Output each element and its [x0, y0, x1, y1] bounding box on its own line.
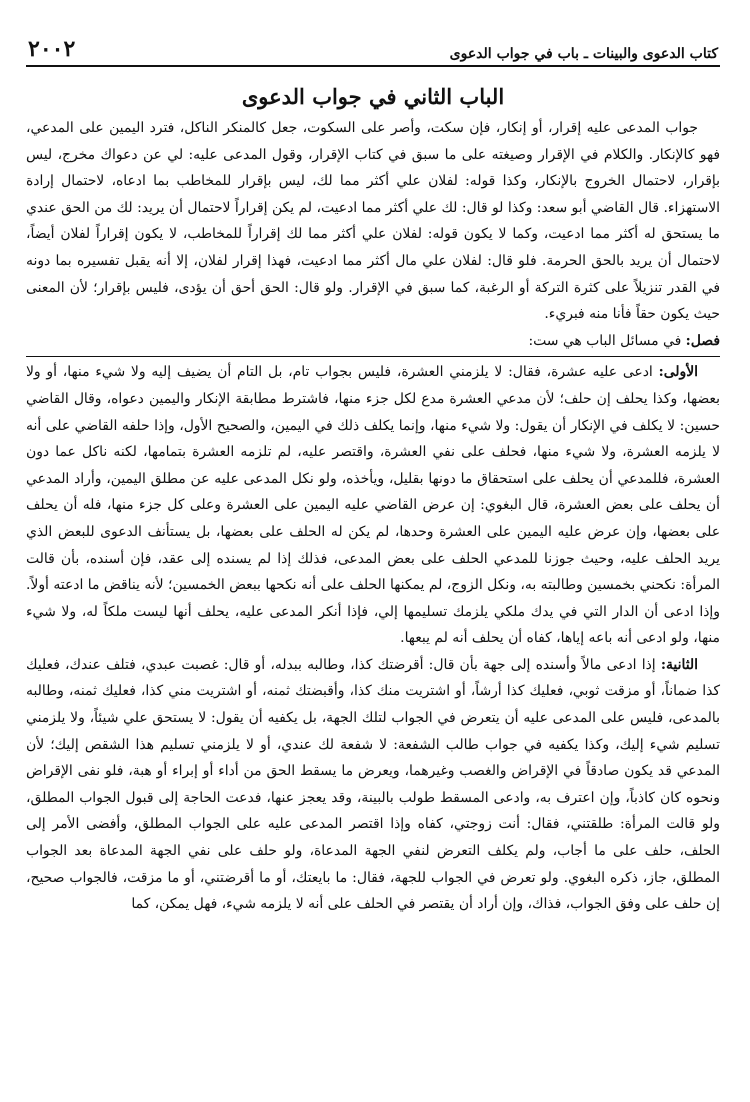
page-header: [26, 26, 720, 67]
issue-first-label: الأولى:: [658, 364, 698, 381]
page-number: ٢٠٠٢: [28, 36, 76, 62]
issue-first-paragraph: [26, 359, 720, 652]
issue-second-text: إذا ادعى مالاً وأسنده إلى جهة بأن قال: أقرضتك كذا، وطالبه ببدله، أو قال: غصبت عبدي، فتلف عندك، فعليك كذا ضماناً، أو مزقت ثوبي، فعليك كذا أرشاً، أو اشتريت منك كذا، وأقبضتك ثمنه، أو اشتريت مني كذا، فعليك ثمنه، وطالبه بالمدعى، فليس على المدعى عليه أن يتعرض في الجواب لتلك الجهة، بل يكفيه أن يقول: لا يستحق علي شيئاً، ولا يلزمني تسليم شيء إليك، وكذا يكفيه في جواب طالب الشفعة: لا شفعة لك عندي، أو لا يلزمني تسليم هذا الشقص إليك؛ لأن المدعي قد يكون صادقاً في الإقراض والغصب وغيرهما، ويعرض ما يسقط الحق من أداء أو إبراء أو هبة، فلو نفى الإقراض ونحوه كان كاذباً، وإن اعترف به، وادعى المسقط طولب بالبينة، وقد يعجز عنها، فدعت الحاجة إلى قبول الجواب المطلق، ولو قالت المرأة: طلقتني، فقال: أنت زوجتي، كفاه وإذا اقتصر المدعى عليه على الجواب المطلق، وأفضى الأمر إلى الحلف، حلف على ما أجاب، ولم يكلف التعرض لنفي الجهة المدعاة، ولو حلف على نفي الجهة المدعاة بعد الجواب المطلق، جاز، ذكره البغوي. ولو تعرض في الجواب للجهة، فقال: ما بايعتك، أو ما أقرضتني، أو ما مزقت، فالجواب صحيح، إن حلف على وفق الجواب، فذاك، وإن أراد أن يقتصر في الحلف على أنه لا يلزمه شيء، فهل يمكن، كما: [26, 656, 720, 913]
chapter-title: الباب الثاني في جواب الدعوى: [241, 84, 505, 109]
section-heading-line: [26, 328, 720, 355]
section-label: فصل:: [685, 332, 720, 349]
section-divider: [26, 356, 720, 357]
section-text: في مسائل الباب هي ست:: [528, 332, 686, 349]
running-title: كتاب الدعوى والبينات ـ باب في جواب الدعوى: [449, 46, 718, 62]
intro-paragraph: جواب المدعى عليه إقرار، أو إنكار، فإن سكت، وأصر على السكوت، جعل كالمنكر الناكل، فترد اليمين على المدعي، فهو كالإنكار. والكلام في الإقرار وصيغته على ما سبق في كتاب الإقرار، وقول المدعى عليه: لي عن دعواك مخرج، ليس بإقرار، لاحتمال الخروج بالإنكار، وكذا قوله: لفلان علي أكثر مما لك، ليس بإقرار للمخاطب بما ادعاه، لاحتمال إرادة الاستهزاء. قال القاضي أبو سعد: وكذا لو قال: لك علي أكثر مما ادعيت، لم يكن إقراراً لاحتمال أن يريد: لك من الحق عندي ما يستحق له أكثر مما ادعيت، وكما لا يكون قوله: لفلان علي أكثر مما لك إقراراً للمخاطب، لا يكون إقراراً لفلان أيضاً، لاحتمال أن يريد بالحق الحرمة. فلو قال: لفلان علي مال أكثر مما ادعيت، فهذا إقرار لفلان، إلا أنه يقبل تفسيره بما دونه في القدر تنزيلاً على كثرة التركة أو الرغبة، كما سبق في الإقرار. ولو قال: الحق أحق أن يؤدى، فليس بإقرار؛ لأن المعنى حيث يكون حقاً فأنا منه فبريء.: [26, 120, 720, 323]
body-text: [26, 115, 720, 918]
issue-first-text: ادعى عليه عشرة، فقال: لا يلزمني العشرة، فليس بجواب تام، بل التام أن يضيف إليه ولا شيء منها، أو ولا بعضها، وكذا يحلف إن حلف؛ لأن مدعي العشرة مدع لكل جزء منها، فاشترط مطابقة الإنكار واليمين دعواه، وقال القاضي حسين: لا يكلف في الإنكار أن يقول: ولا شيء منها، وإنما يكلف ذلك في اليمين، والصحيح الأول، وإذا حلفه القاضي على أنه لا يلزمه العشرة، ولا شيء منها، فحلف على نفي العشرة، واقتصر عليه، لم تلزمه العشرة بتمامها، لكنه ناكل عما دون العشرة، فللمدعي أن يحلف على استحقاق ما دونها بقليل، ويأخذه، ولو نكل المدعى عليه عن مطلق اليمين، وأراد المدعي أن يحلف على بعض العشرة، قال البغوي: إن عرض القاضي عليه اليمين على العشرة وعلى كل جزء منها، فله أن يحلف على بعضها، وإن عرض عليه اليمين على العشرة وحدها، لم يكن له الحلف على بعضها، بل يستأنف الدعوى للبعض الذي يريد الحلف عليه، وحيث جوزنا للمدعي الحلف على بعض المدعى، فذلك إذا لم يسنده إلى عقد، فإن أسنده، بأن قالت المرأة: نكحني بخمسين وطالبته به، ونكل الزوج، لم يمكنها الحلف على أنه نكحها ببعض الخمسين؛ لأنه يناقض ما ادعته أولاً. وإذا ادعى أن الدار التي في يدك ملكي يلزمك تسليمها إلي، فإذا أنكر المدعى عليه، يحلف أنها ليست ملكاً له، ولا شيء منها، ولو ادعى أنه باعه إياها، كفاه أن يحلف أنه لم يبعها.: [26, 364, 720, 647]
issue-second-label: الثانية:: [660, 656, 698, 673]
issue-second-paragraph: [26, 652, 720, 918]
